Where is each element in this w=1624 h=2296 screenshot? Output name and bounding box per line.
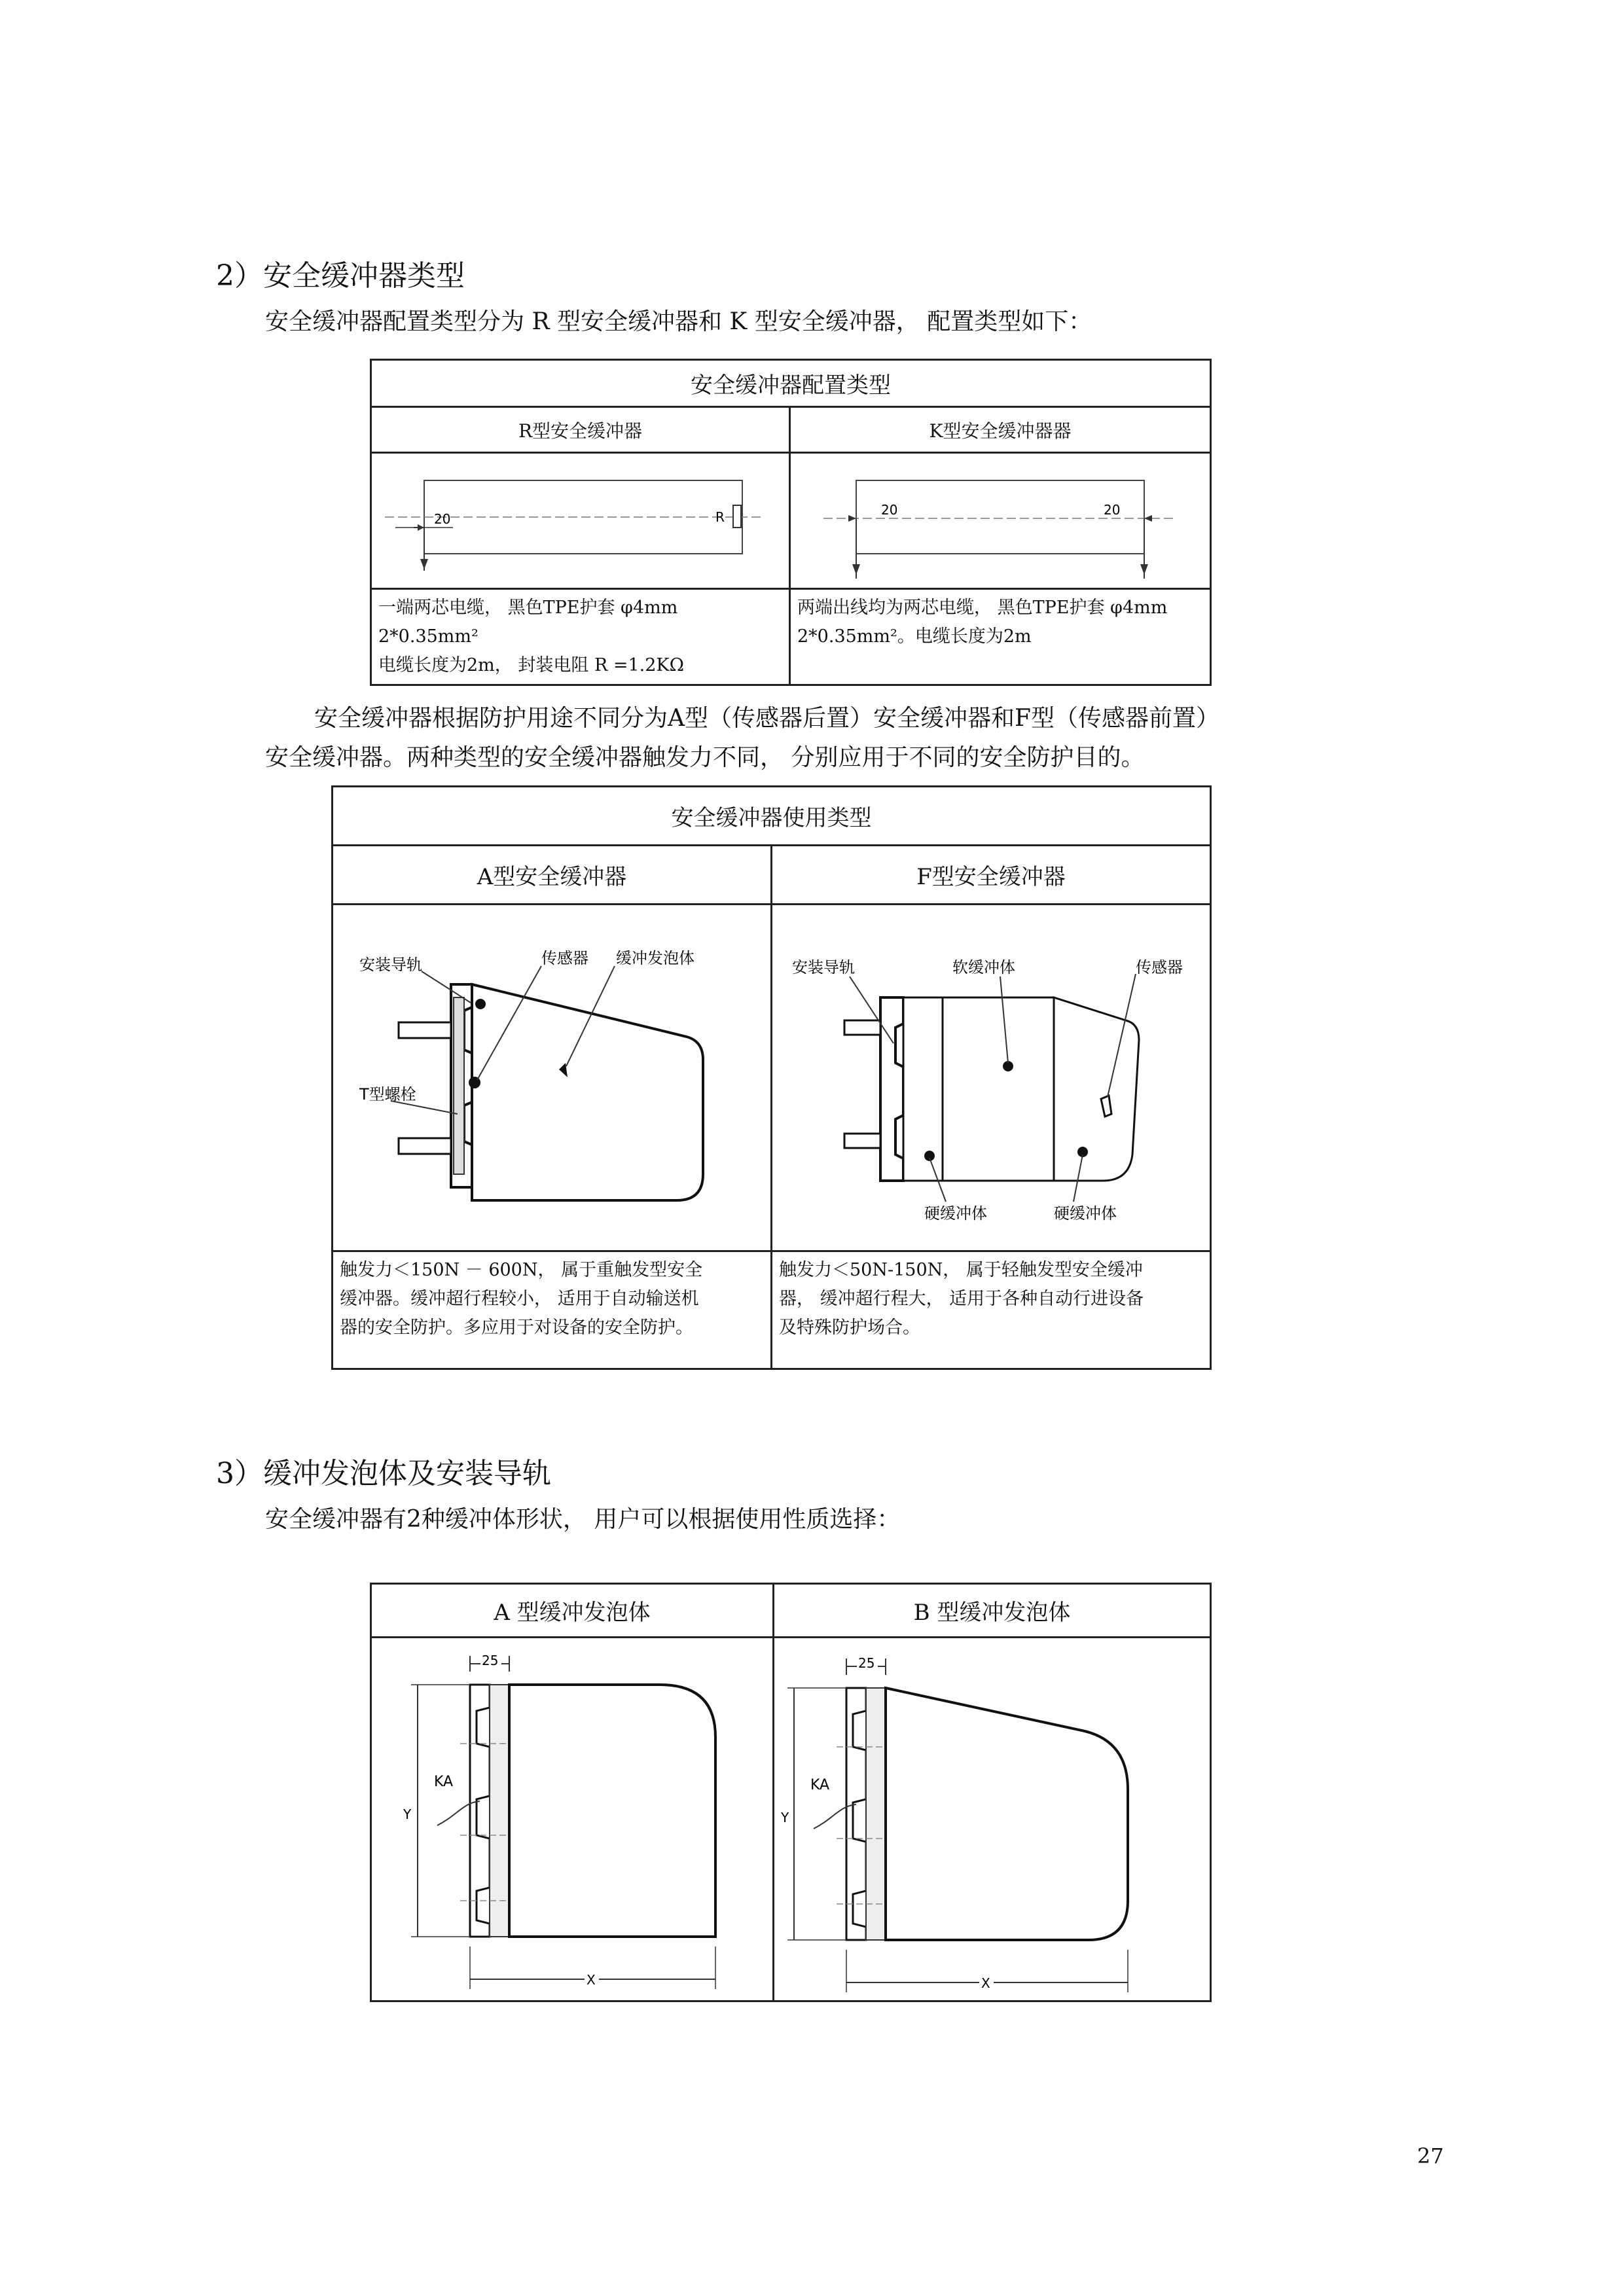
a-desc-line-3: 器的安全防护。多应用于对设备的安全防护。 xyxy=(340,1318,693,1338)
f-desc-line-2: 器， 缓冲超行程大， 适用于各种自动行进设备 xyxy=(779,1289,1144,1309)
config-table-title: 安全缓冲器配置类型 xyxy=(371,360,1211,407)
f-type-figure xyxy=(772,905,1211,1251)
f-desc-line-1: 触发力＜50N-150N， 属于轻触发型安全缓冲 xyxy=(779,1260,1143,1280)
b-shape-y: Y xyxy=(781,1809,789,1825)
k-desc-line-2: 2*0.35mm²。电缆长度为2m xyxy=(797,626,1032,647)
section-2-heading: 2）安全缓冲器类型 xyxy=(216,259,465,293)
section-3-heading: 3）缓冲发泡体及安装导轨 xyxy=(216,1457,551,1490)
f-label-sensor: 传感器 xyxy=(1136,958,1183,977)
config-type-table xyxy=(370,359,1212,686)
k-dim-right: 20 xyxy=(1104,501,1121,518)
config-col-k-type: K型安全缓冲器器 xyxy=(790,407,1211,453)
a-type-description xyxy=(333,1251,772,1369)
f-label-soft: 软缓冲体 xyxy=(952,958,1015,977)
foam-shape-table xyxy=(370,1583,1212,2002)
usage-col-a-type: A型安全缓冲器 xyxy=(333,846,772,905)
a-type-figure xyxy=(333,905,772,1251)
shape-col-a: A 型缓冲发泡体 xyxy=(371,1584,774,1638)
r-label: R xyxy=(715,509,725,525)
b-shape-x: X xyxy=(981,1975,990,1991)
a-shape-ka: KA xyxy=(434,1773,454,1790)
a-label-foam: 缓冲发泡体 xyxy=(616,948,695,967)
b-shape-dim-25: 25 xyxy=(858,1655,875,1671)
f-label-hard-2: 硬缓冲体 xyxy=(1054,1204,1117,1223)
a-shape-x: X xyxy=(586,1971,596,1988)
r-desc-line-2: 电缆长度为2m， 封装电阻 R =1.2KΩ xyxy=(378,655,684,675)
a-label-sensor: 传感器 xyxy=(541,948,588,967)
k-type-description xyxy=(790,589,1211,685)
a-desc-line-1: 触发力＜150N － 600N， 属于重触发型安全 xyxy=(340,1260,703,1280)
b-shape-figure xyxy=(774,1638,1211,2001)
f-desc-line-3: 及特殊防护场合。 xyxy=(779,1318,920,1338)
usage-paragraph-line-1: 安全缓冲器根据防护用途不同分为A型（传感器后置）安全缓冲器和F型（传感器前置） xyxy=(314,705,1219,732)
usage-col-f-type: F型安全缓冲器 xyxy=(772,846,1211,905)
section-3-intro: 安全缓冲器有2种缓冲体形状， 用户可以根据使用性质选择： xyxy=(265,1506,901,1533)
f-label-hard-1: 硬缓冲体 xyxy=(924,1204,987,1223)
a-shape-figure xyxy=(371,1638,774,2001)
config-col-r-type: R型安全缓冲器 xyxy=(371,407,790,453)
a-desc-line-2: 缓冲器。缓冲超行程较小， 适用于自动输送机 xyxy=(340,1289,699,1309)
usage-paragraph-line-2: 安全缓冲器。两种类型的安全缓冲器触发力不同， 分别应用于不同的安全防护目的。 xyxy=(265,744,1145,771)
shape-col-b: B 型缓冲发泡体 xyxy=(774,1584,1211,1638)
f-type-description xyxy=(772,1251,1211,1369)
k-desc-line-1: 两端出线均为两芯电缆， 黑色TPE护套 φ4mm xyxy=(797,598,1168,618)
usage-table-title: 安全缓冲器使用类型 xyxy=(333,787,1211,846)
r-desc-line-1: 一端两芯电缆， 黑色TPE护套 φ4mm 2*0.35mm² xyxy=(378,598,678,647)
b-shape-ka: KA xyxy=(810,1776,830,1793)
usage-type-table xyxy=(331,785,1212,1370)
a-shape-y: Y xyxy=(403,1806,412,1822)
page-number: 27 xyxy=(1417,2144,1444,2168)
f-label-rail: 安装导轨 xyxy=(792,958,855,977)
section-2-intro: 安全缓冲器配置类型分为 R 型安全缓冲器和 K 型安全缓冲器， 配置类型如下： xyxy=(265,308,1092,335)
r-type-figure xyxy=(371,453,790,589)
r-type-description xyxy=(371,589,790,685)
r-dim-20: 20 xyxy=(434,511,451,527)
k-type-figure xyxy=(790,453,1211,589)
a-label-rail: 安装导轨 xyxy=(359,955,422,974)
a-label-bolt: T型螺栓 xyxy=(359,1085,416,1103)
k-dim-left: 20 xyxy=(881,501,898,518)
a-shape-dim-25: 25 xyxy=(482,1652,499,1668)
